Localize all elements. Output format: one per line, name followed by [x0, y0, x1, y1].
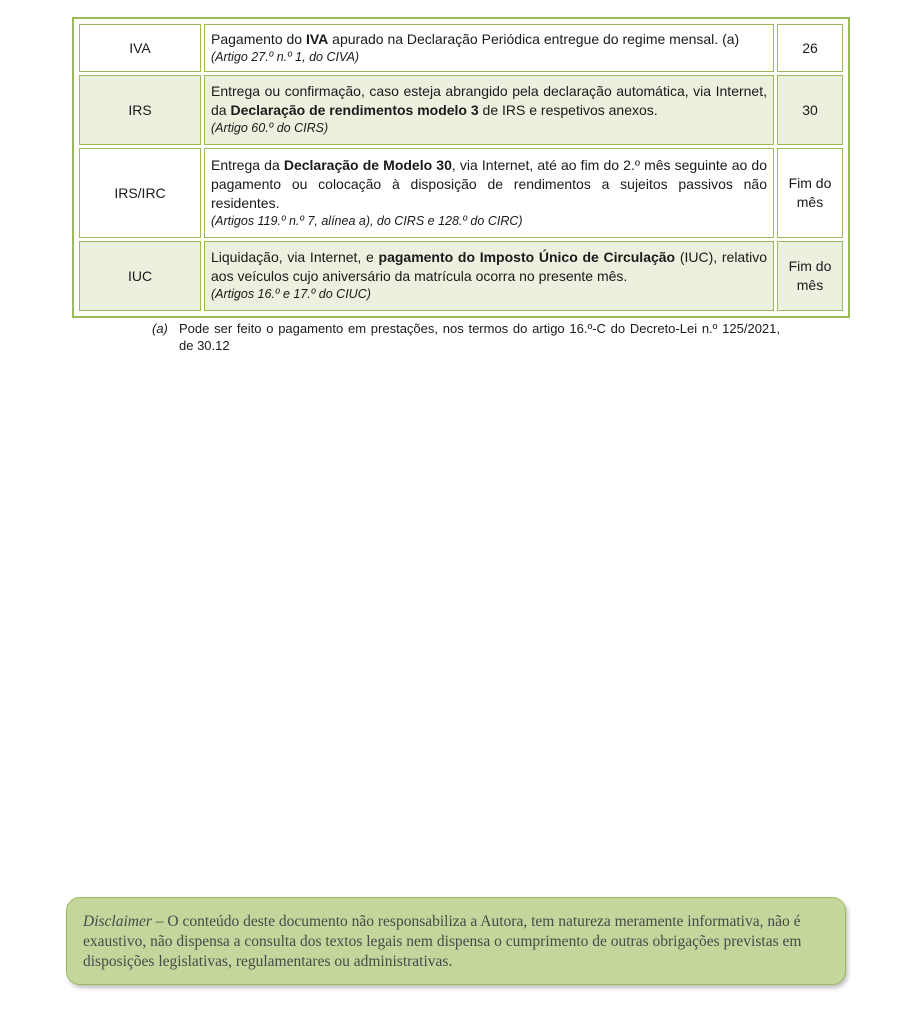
description-text: apurado na Declaração Periódica entregue do regime mensal. (a) — [328, 30, 740, 47]
disclaimer-text: – O conteúdo deste documento não responsabiliza a Autora, tem natureza meramente informativa, não é exaustivo, não dispensa a consulta dos textos legais nem dispensa o cumprimento de outras obrigações previstas em disposições legislativas, regulamentares ou administrativas. — [83, 913, 802, 970]
table-row — [79, 148, 843, 238]
description-text: , via Internet, até ao fim do 2.º mês seguinte ao do pagamento ou colocação à disposição de rendimentos a sujeitos passivos não residentes. — [211, 156, 767, 211]
legal-reference: (Artigo 60.º do CIRS) — [211, 121, 329, 135]
description-bold: Declaração de rendimentos modelo 3 — [230, 102, 479, 118]
legal-reference: (Artigos 16.º e 17.º do CIUC) — [211, 287, 371, 301]
tax-cell: IUC — [79, 241, 201, 311]
description-bold: pagamento do Imposto Único de Circulação — [378, 249, 676, 265]
deadline-cell: Fim do mês — [777, 148, 843, 238]
footnote-marker: (a) — [152, 321, 168, 336]
deadline-cell: Fim do mês — [777, 241, 843, 311]
footnote — [152, 320, 780, 354]
obligations-table-frame — [72, 17, 850, 318]
description-text: (IUC), relativo aos veículos cujo aniversário da matrícula ocorra no presente mês. — [211, 249, 768, 284]
description-text: Pagamento do — [211, 30, 306, 47]
footnote-text: Pode ser feito o pagamento em prestações, nos termos do artigo 16.º-C do Decreto-Lei n.º 125/2021, de 30.12 — [179, 321, 780, 353]
tax-cell: IVA — [79, 24, 201, 72]
description-cell — [204, 24, 774, 72]
tax-cell: IRS/IRC — [79, 148, 201, 238]
description-cell — [204, 75, 774, 145]
legal-reference: (Artigos 119.º n.º 7, alínea a), do CIRS e 128.º do CIRC) — [211, 213, 523, 228]
table-row — [79, 24, 843, 72]
table-row — [79, 241, 843, 311]
description-text: de IRS e respetivos anexos. — [478, 102, 658, 118]
disclaimer-box — [66, 897, 846, 985]
tax-cell: IRS — [79, 75, 201, 145]
description-text: Entrega ou confirmação, caso esteja abrangido pela declaração automática, via Internet, da — [211, 83, 767, 118]
description-cell — [204, 148, 774, 238]
obligations-table — [76, 21, 846, 314]
description-text: Entrega da — [211, 156, 284, 173]
description-cell — [204, 241, 774, 311]
description-text: Liquidação, via Internet, e — [211, 249, 379, 265]
deadline-cell: 30 — [777, 75, 843, 145]
deadline-cell: 26 — [777, 24, 843, 72]
disclaimer-label: Disclaimer — [83, 913, 152, 930]
table-row — [79, 75, 843, 145]
legal-reference: (Artigo 27.º n.º 1, do CIVA) — [211, 49, 360, 64]
description-bold: IVA — [305, 30, 329, 47]
description-bold: Declaração de Modelo 30 — [283, 156, 452, 173]
